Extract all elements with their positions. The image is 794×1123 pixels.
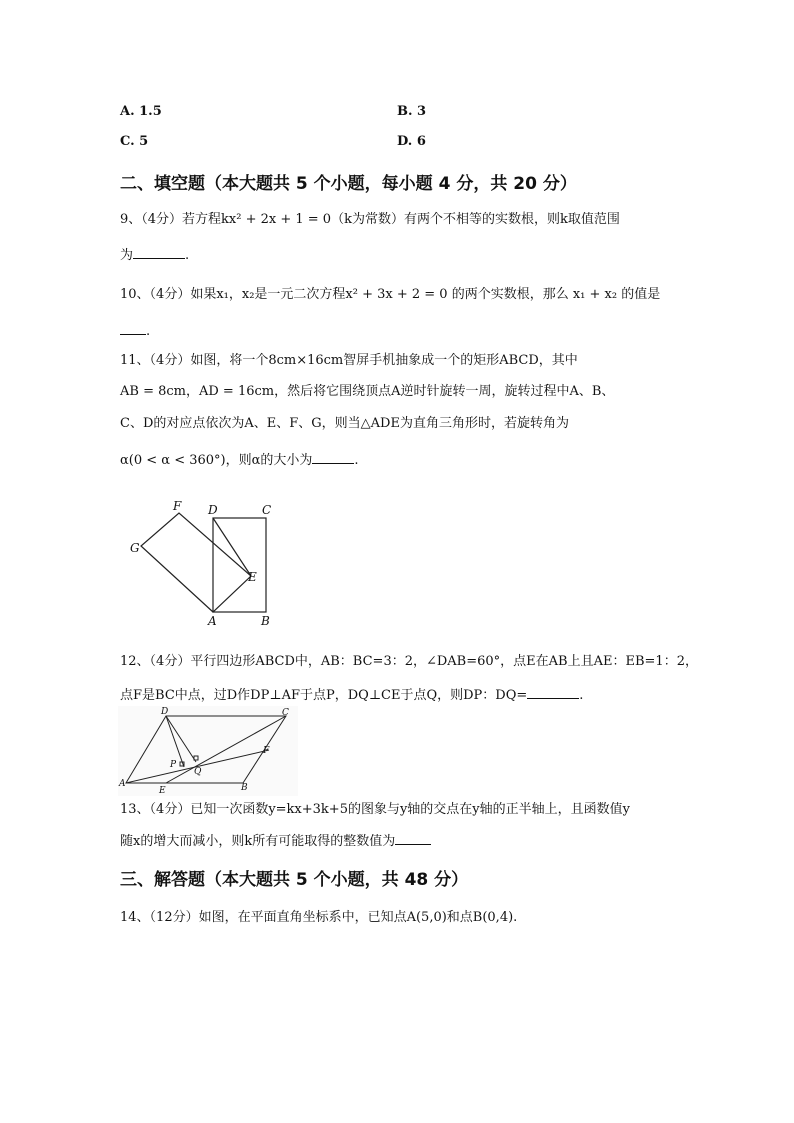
answer-blank <box>133 246 185 259</box>
label-f: F <box>263 746 270 756</box>
label-q: Q <box>194 767 202 777</box>
question-9-text: 9、（4分）若方程kx² + 2x + 1 = 0（k为常数）有两个不相等的实数根，则k取值范围 <box>120 212 620 227</box>
answer-blank <box>120 322 146 335</box>
rectangle-abcd <box>213 518 266 612</box>
label-e: E <box>248 570 257 584</box>
parallelogram-figure <box>118 706 298 796</box>
label-f: F <box>173 499 182 513</box>
option-a: A. 1.5 <box>120 104 162 119</box>
question-10-blank-line: . <box>120 322 150 342</box>
label-g: G <box>130 541 140 555</box>
question-11-text-2: AB = 8cm，AD = 16cm，然后将它围绕顶点A逆时针旋转一周，旋转过程中A、B、 <box>120 384 615 399</box>
option-c: C. 5 <box>120 134 149 149</box>
section-title-answers: 三、解答题（本大题共 5 个小题，共 48 分） <box>120 870 469 890</box>
label-c: C <box>282 708 289 718</box>
rotation-rectangle-figure <box>120 495 300 630</box>
question-11-text-3: C、D的对应点依次为A、E、F、G，则当△ADE为直角三角形时，若旋转角为 <box>120 416 569 431</box>
answer-blank <box>395 832 431 845</box>
question-12-text: 12、（4分）平行四边形ABCD中，AB：BC=3：2，∠DAB=60°，点E在AB上且AE：EB=1：2， <box>120 654 698 669</box>
label-b: B <box>261 614 270 628</box>
label-c: C <box>262 503 272 517</box>
answer-blank <box>527 686 579 699</box>
question-11-text-4: α(0 < α < 360°)，则α的大小为 . <box>120 453 359 468</box>
question-13-text-2: 随x的增大而减小，则k所有可能取得的整数值为 <box>120 832 431 852</box>
label-d: D <box>161 707 169 717</box>
question-10-text: 10、（4分）如果x₁，x₂是一元二次方程x² + 3x + 2 = 0 的两个实数根，那么 x₁ + x₂ 的值是 <box>120 287 661 302</box>
question-14-text: 14、（12分）如图，在平面直角坐标系中，已知点A(5,0)和点B(0,4). <box>120 910 518 925</box>
option-d: D. 6 <box>397 134 426 149</box>
question-9-text-2: 为 . <box>120 248 190 263</box>
label-e: E <box>159 786 166 796</box>
question-13-text: 13、（4分）已知一次函数y=kx+3k+5的图象与y轴的交点在y轴的正半轴上，且函数值y <box>120 802 630 817</box>
label-b: B <box>241 783 248 793</box>
section-title-fill-blank: 二、填空题（本大题共 5 个小题，每小题 4 分，共 20 分） <box>120 174 577 194</box>
answer-blank <box>312 451 354 464</box>
label-a: A <box>119 779 126 789</box>
question-12-text-2: 点F是BC中点，过D作DP⊥AF于点P，DQ⊥CE于点Q，则DP：DQ= . <box>120 688 584 703</box>
label-d: D <box>208 503 218 517</box>
rotated-rectangle-aefg <box>141 513 251 612</box>
label-p: P <box>170 760 177 770</box>
option-b: B. 3 <box>397 104 427 119</box>
label-a: A <box>208 614 217 628</box>
question-11-text: 11、（4分）如图，将一个8cm×16cm智屏手机抽象成一个的矩形ABCD，其中 <box>120 353 578 368</box>
